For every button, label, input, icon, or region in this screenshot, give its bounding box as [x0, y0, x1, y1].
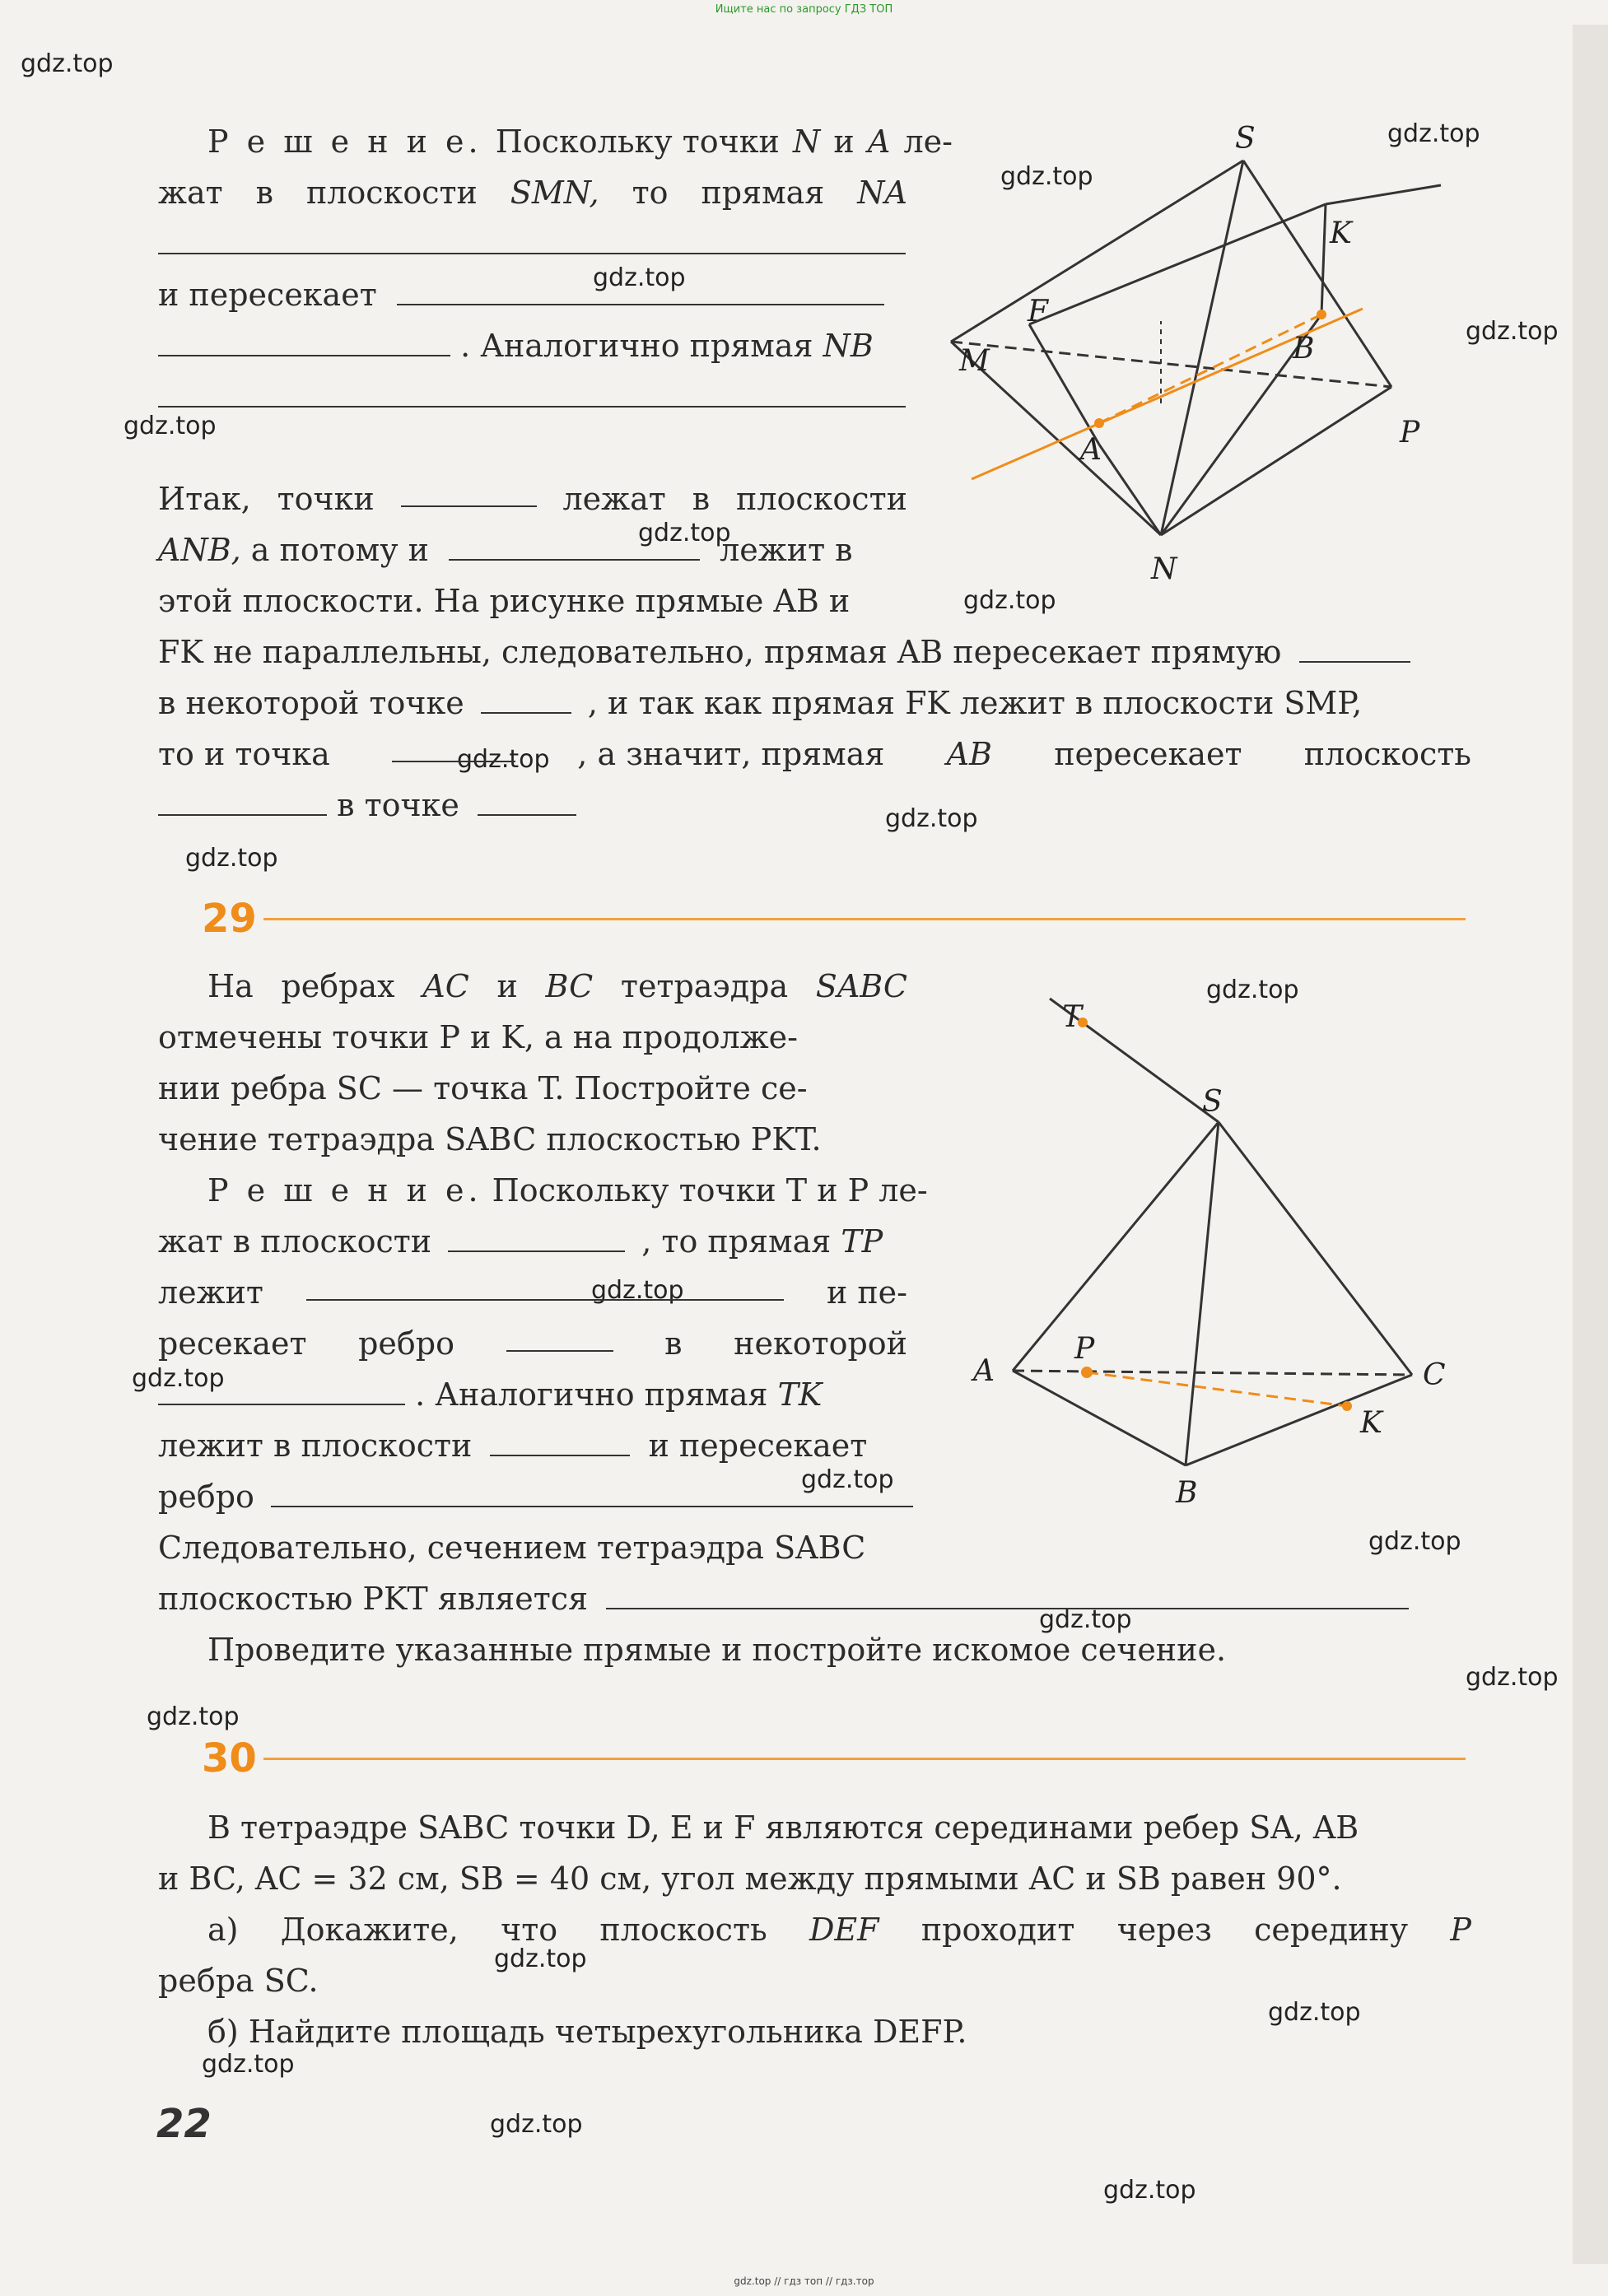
- watermark: gdz.top: [1103, 2176, 1196, 2205]
- text-line: [158, 379, 906, 415]
- watermark: gdz.top: [185, 844, 278, 873]
- text-line: и пересекает: [158, 277, 884, 313]
- text-line: нии ребра SC — точка T. Постройте се-: [158, 1070, 808, 1106]
- watermark: gdz.top: [591, 1276, 684, 1305]
- text-line: Итак, точки лежат в плоскости: [158, 481, 907, 517]
- watermark: gdz.top: [494, 1944, 587, 1973]
- watermark: gdz.top: [963, 586, 1056, 615]
- label-B: B: [1293, 332, 1315, 366]
- tetrahedron-figure: [955, 976, 1482, 1511]
- answer-blank[interactable]: [449, 534, 700, 561]
- text-line: жат в плоскости SMN, то прямая NA: [158, 175, 907, 211]
- watermark: gdz.top: [1268, 1998, 1361, 2027]
- text-line: ребро: [158, 1479, 913, 1515]
- text-line: ресекает ребро в некоторой: [158, 1325, 907, 1362]
- answer-blank[interactable]: [397, 279, 884, 305]
- page-number: 22: [156, 2101, 212, 2147]
- label-P: P: [1074, 1332, 1095, 1366]
- text-line: В тетраэдре SABC точки D, E и F являются серединами ребер SA, AB: [207, 1809, 1359, 1846]
- watermark: gdz.top: [885, 804, 978, 833]
- watermark: gdz.top: [132, 1364, 225, 1393]
- text-line: этой плоскости. На рисунке прямые AB и: [158, 583, 851, 619]
- answer-blank[interactable]: [401, 481, 537, 507]
- watermark: gdz.top: [147, 1702, 240, 1731]
- answer-blank[interactable]: [481, 687, 571, 714]
- text-line: чение тетраэдра SABC плоскостью PKT.: [158, 1121, 822, 1157]
- label-F: F: [1028, 295, 1048, 328]
- section-divider: [263, 918, 1466, 920]
- label-T: T: [1062, 1000, 1083, 1034]
- answer-blank[interactable]: [158, 330, 450, 356]
- label-B: B: [1176, 1476, 1198, 1510]
- text-line: ANB, а потому и лежит в: [158, 532, 853, 568]
- text-line: в точке: [158, 787, 576, 823]
- answer-blank[interactable]: [158, 1379, 405, 1405]
- answer-blank[interactable]: [158, 381, 906, 408]
- watermark: gdz.top: [490, 2110, 583, 2139]
- watermark: gdz.top: [1466, 1663, 1559, 1692]
- text-line: лежит в плоскости и пересекает: [158, 1427, 868, 1464]
- text-line: а) Докажите, что плоскость DEF проходит через середину P: [207, 1912, 1471, 1948]
- text-line: жат в плоскости , то прямая TP: [158, 1223, 883, 1260]
- text-line: то и точка , а значит, прямая AB пересекает плоскость: [158, 736, 1471, 772]
- label-K: K: [1330, 217, 1352, 250]
- answer-blank[interactable]: [392, 736, 515, 762]
- label-S: S: [1202, 1085, 1223, 1119]
- text-line: б) Найдите площадь четырехугольника DEFP.: [207, 2014, 967, 2050]
- text-line: и BC, AC = 32 см, SB = 40 см, угол между прямыми AC и SB равен 90°.: [158, 1861, 1342, 1897]
- text-line: . Аналогично прямая TK: [158, 1376, 822, 1413]
- text-line: FK не параллельны, следовательно, прямая AB пересекает прямую: [158, 634, 1410, 670]
- text-line: Следовательно, сечением тетраэдра SABC: [158, 1530, 866, 1566]
- answer-blank[interactable]: [158, 789, 327, 816]
- watermark: gdz.top: [1466, 317, 1559, 346]
- label-A: A: [1080, 433, 1102, 467]
- watermark: gdz.top: [1206, 976, 1299, 1004]
- watermark: gdz.top: [1039, 1605, 1132, 1634]
- text-line: [158, 226, 906, 262]
- label-N: N: [1151, 552, 1177, 584]
- answer-blank[interactable]: [490, 1430, 630, 1456]
- answer-blank[interactable]: [478, 789, 576, 816]
- label-S: S: [1235, 123, 1256, 156]
- problem-number: 30: [202, 1735, 257, 1781]
- label-P: P: [1400, 416, 1420, 449]
- answer-blank[interactable]: [1299, 636, 1410, 663]
- text-line: лежит и пе-: [158, 1274, 907, 1311]
- text-line: плоскостью PKT является: [158, 1581, 1409, 1617]
- watermark: gdz.top: [1387, 119, 1480, 148]
- watermark: gdz.top: [21, 49, 114, 78]
- answer-blank[interactable]: [606, 1583, 1409, 1609]
- text-line: На ребрах AC и BC тетраэдра SABC: [207, 968, 907, 1004]
- label-A: A: [973, 1354, 995, 1388]
- answer-blank[interactable]: [158, 228, 906, 254]
- text-line: Р е ш е н и е. Поскольку точки T и P ле-: [207, 1172, 928, 1209]
- pyramid-figure: [906, 123, 1498, 584]
- watermark: gdz.top: [593, 263, 686, 292]
- page-edge: [1573, 25, 1608, 2264]
- watermark: gdz.top: [801, 1465, 894, 1494]
- task-line: Проведите указанные прямые и постройте искомое сечение.: [207, 1632, 1227, 1668]
- text-line: в некоторой точке , и так как прямая FK лежит в плоскости SMP,: [158, 685, 1363, 721]
- watermark: gdz.top: [638, 519, 731, 547]
- problem-number: 29: [202, 896, 257, 942]
- text-line: ребра SC.: [158, 1963, 319, 1999]
- label-C: C: [1423, 1358, 1446, 1392]
- watermark: gdz.top: [1000, 162, 1093, 191]
- text-line: отмечены точки P и K, а на продолже-: [158, 1019, 799, 1055]
- watermark: gdz.top: [1368, 1527, 1461, 1556]
- text-line: Р е ш е н и е. Поскольку точки N и A ле-: [207, 123, 953, 160]
- answer-blank[interactable]: [306, 1274, 784, 1301]
- footer-note: gdz.top // гдз топ // гдз.тор: [734, 2275, 874, 2287]
- answer-blank[interactable]: [506, 1325, 613, 1352]
- answer-blank[interactable]: [448, 1226, 625, 1252]
- label-K: K: [1360, 1406, 1382, 1440]
- answer-blank[interactable]: [271, 1481, 913, 1507]
- text-line: . Аналогично прямая NB: [158, 328, 874, 364]
- header-note: Ищите нас по запросу ГДЗ ТОП: [715, 3, 893, 16]
- label-M: M: [959, 344, 990, 378]
- watermark: gdz.top: [202, 2050, 295, 2079]
- watermark: gdz.top: [457, 745, 550, 774]
- watermark: gdz.top: [124, 412, 217, 440]
- section-divider: [263, 1758, 1466, 1760]
